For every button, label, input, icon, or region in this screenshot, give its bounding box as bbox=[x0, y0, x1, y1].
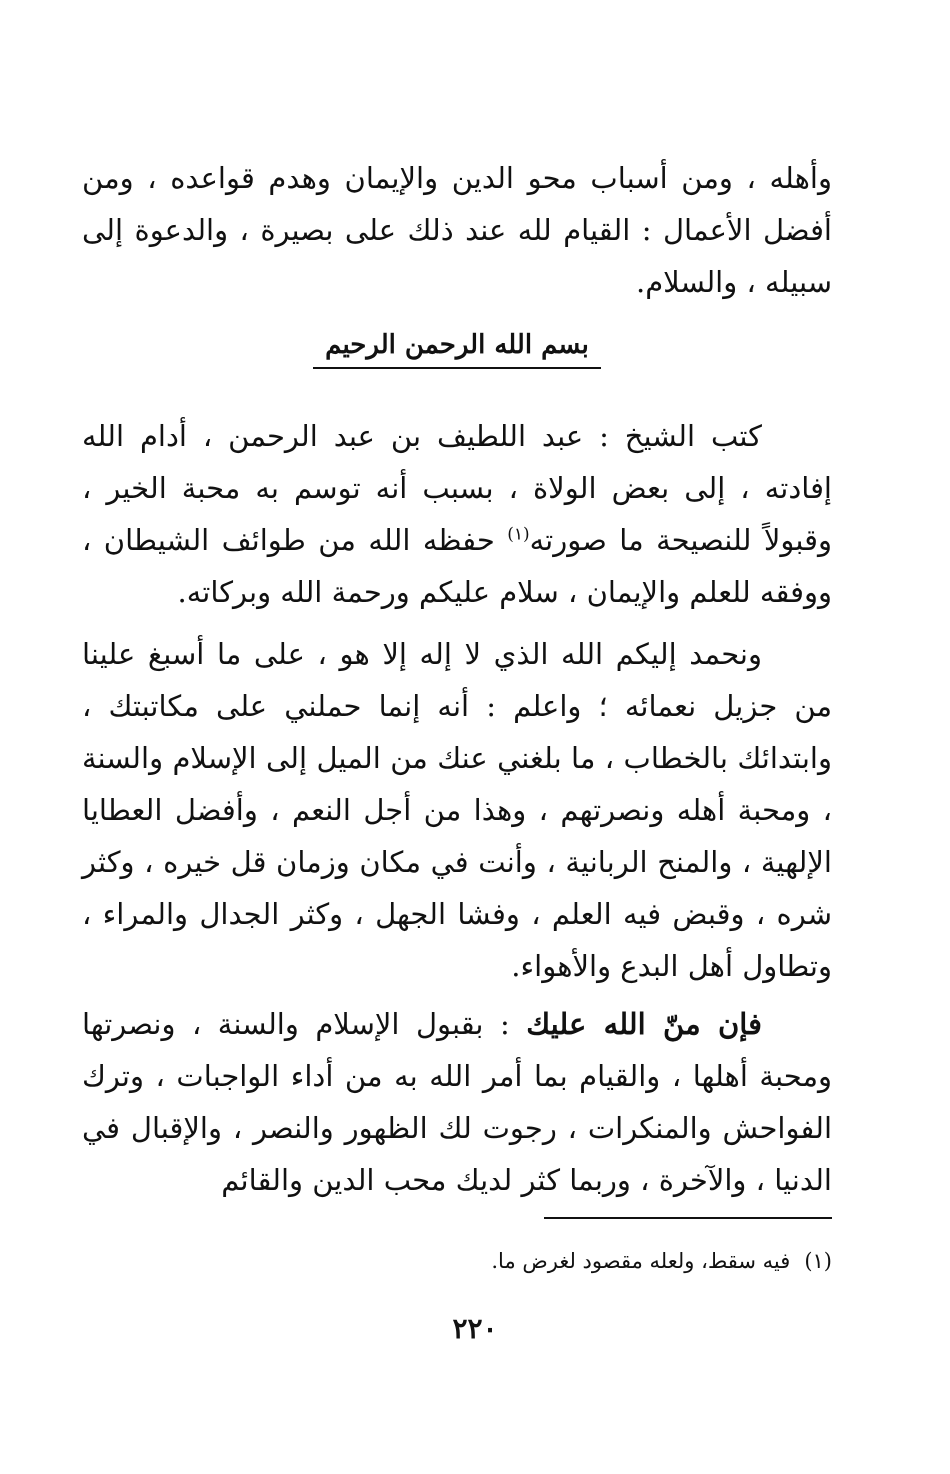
footnote-number: (١) bbox=[804, 1249, 832, 1273]
letter-intro-paragraph bbox=[82, 410, 832, 618]
page-number: ٢٢٠ bbox=[452, 1312, 498, 1345]
paragraph-text: ونحمد إليكم الله الذي لا إله إلا هو ، على ما أسبغ علينا من جزيل نعمائه ؛ واعلم : أنه إنما حملني على مكاتبتك ، وابتدائك بالخطاب ، ما بلغني عنك من الميل إلى الإسلام والسنة ، ومحبة أهله ونصرتهم ، وهذا من أجل النعم ، وأفضل العطايا الإلهية ، والمنح الربانية ، وأنت في مكان وزمان قل خيره ، وكثر شره ، وقبض فيه العلم ، وفشا الجهل ، وكثر الجدال والمراء ، وتطاول أهل البدع والأهواء. bbox=[82, 637, 832, 983]
footnote-reference[interactable]: (١) bbox=[507, 524, 530, 545]
basmala-heading bbox=[82, 325, 832, 369]
footnote bbox=[300, 1245, 832, 1277]
basmala-text: بسم الله الرحمن الرحيم bbox=[313, 325, 601, 369]
paragraph-text: : بقبول الإسلام والسنة ، ونصرتها ومحبة أهلها ، والقيام بما أمر الله به من أداء الواجبات ، وترك الفواحش والمنكرات ، رجوت لك الظهور والنصر ، والإقبال في الدنيا ، والآخرة ، وربما كثر لديك محب الدين والقائم bbox=[82, 1007, 832, 1197]
paragraph-text-continued: حفظه الله من طوائف الشيطان ، ووفقه للعلم والإيمان ، سلام عليكم ورحمة الله وبركاته. bbox=[82, 523, 832, 609]
footnote-text: فيه سقط، ولعله مقصود لغرض ما. bbox=[491, 1249, 791, 1273]
paragraph-lead-bold: فإن منّ الله عليك bbox=[526, 1007, 762, 1041]
body-paragraph bbox=[82, 628, 832, 992]
body-paragraph-continued bbox=[82, 998, 832, 1206]
paragraph-text: وأهله ، ومن أسباب محو الدين والإيمان وهدم قواعده ، ومن أفضل الأعمال : القيام لله عند ذلك على بصيرة ، والدعوة إلى سبيله ، والسلام. bbox=[82, 161, 832, 299]
footnote-divider bbox=[544, 1217, 832, 1219]
continuation-paragraph bbox=[82, 152, 832, 308]
paragraph-text: كتب الشيخ : عبد اللطيف بن عبد الرحمن ، أدام الله إفادته ، إلى بعض الولاة ، بسبب أنه توسم به محبة الخير ، وقبولاً للنصيحة ما صورته bbox=[82, 419, 832, 557]
